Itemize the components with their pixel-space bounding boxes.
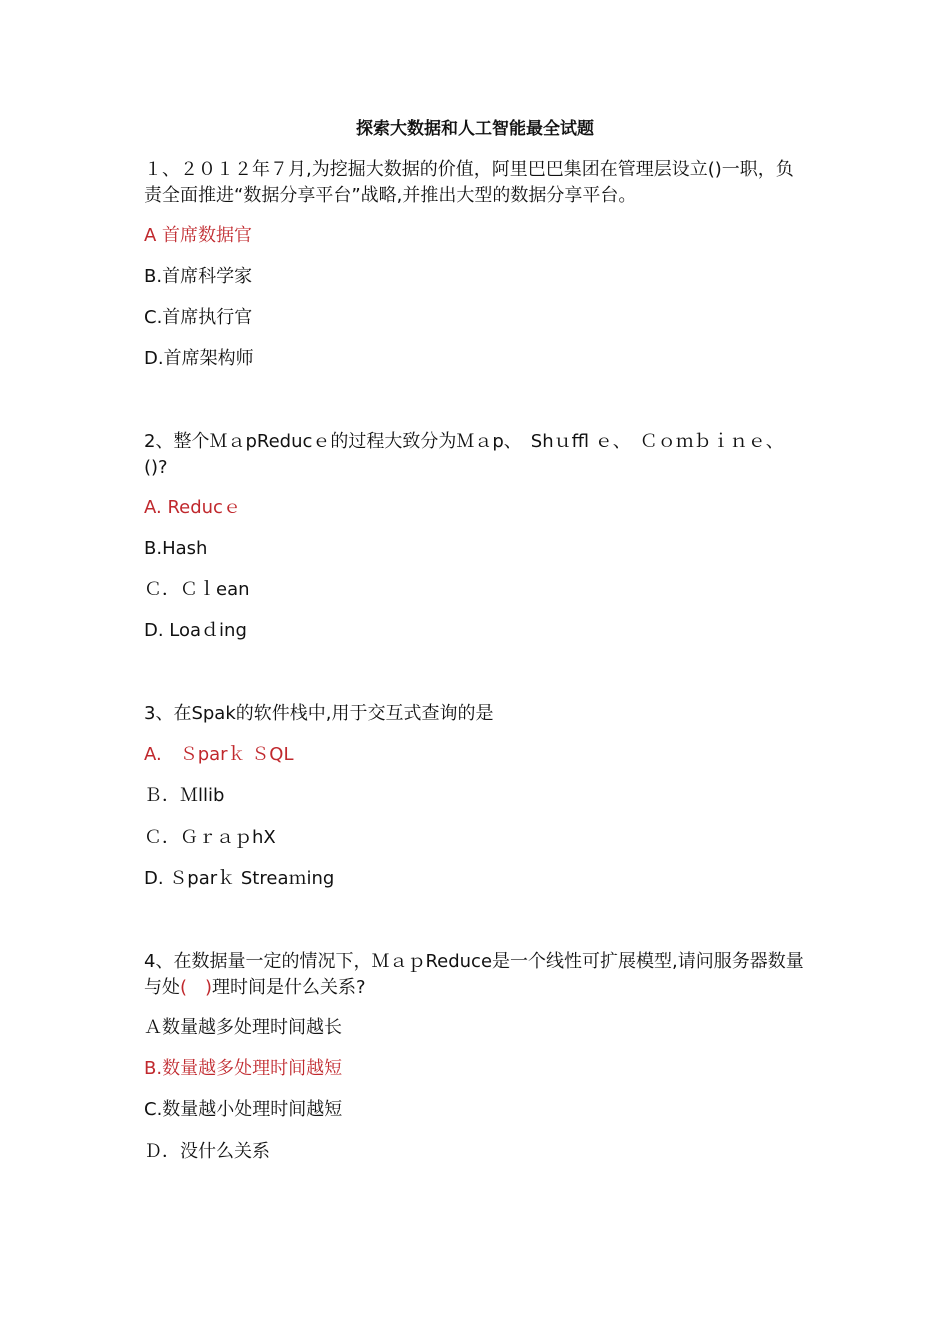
question-1-option-a: A 首席数据官	[144, 225, 253, 246]
question-4-stem	[144, 949, 804, 1001]
question-4-stem-before: 4、在数据量一定的情况下，ＭａｐReduce是一个线性可扩展模型,请问服务器数量与处	[144, 951, 804, 998]
question-3-stem: 3、在Spak的软件栈中,用于交互式查询的是	[144, 703, 494, 724]
question-3-option-b: Ｂ．Ｍllib	[144, 785, 225, 806]
question-4-blank: ( )	[180, 977, 213, 998]
document-title: 探索大数据和人工智能最全试题	[356, 119, 594, 139]
question-2-option-b: B.Hash	[144, 538, 208, 559]
question-1-option-c: C.首席执行官	[144, 307, 253, 328]
question-2-option-a: A. Reducｅ	[144, 497, 241, 518]
question-1-option-d: D.首席架构师	[144, 348, 254, 369]
question-3-option-d: D. Ｓparｋ Streaｍing	[144, 868, 335, 889]
question-3-option-c: Ｃ．ＧｒａｐhX	[144, 827, 276, 848]
question-1-stem: １、２０１２年７月,为挖掘大数据的价值，阿里巴巴集团在管理层设立()一职，负责全面推进“数据分享平台”战略,并推出大型的数据分享平台。	[144, 159, 794, 206]
question-4-option-b: B.数量越多处理时间越短	[144, 1058, 343, 1079]
question-3-option-a: A. Ｓparｋ ＳQL	[144, 744, 294, 765]
question-1-option-b: B.首席科学家	[144, 266, 253, 287]
question-2-option-c: Ｃ．Ｃｌean	[144, 579, 250, 600]
question-4-stem-after: 理时间是什么关系?	[212, 977, 366, 998]
question-4-option-c: C.数量越小处理时间越短	[144, 1099, 343, 1120]
question-2-option-d: D. Loaｄing	[144, 620, 247, 641]
question-4-option-a: Ａ数量越多处理时间越长	[144, 1017, 342, 1038]
question-4-option-d: Ｄ．没什么关系	[144, 1141, 270, 1162]
question-2-stem: 2、整个ＭａpReducｅ的过程大致分为Ｍａp、 Shｕffl ｅ、 Ｃｏｍｂｉｎｅ、()?	[144, 431, 784, 478]
